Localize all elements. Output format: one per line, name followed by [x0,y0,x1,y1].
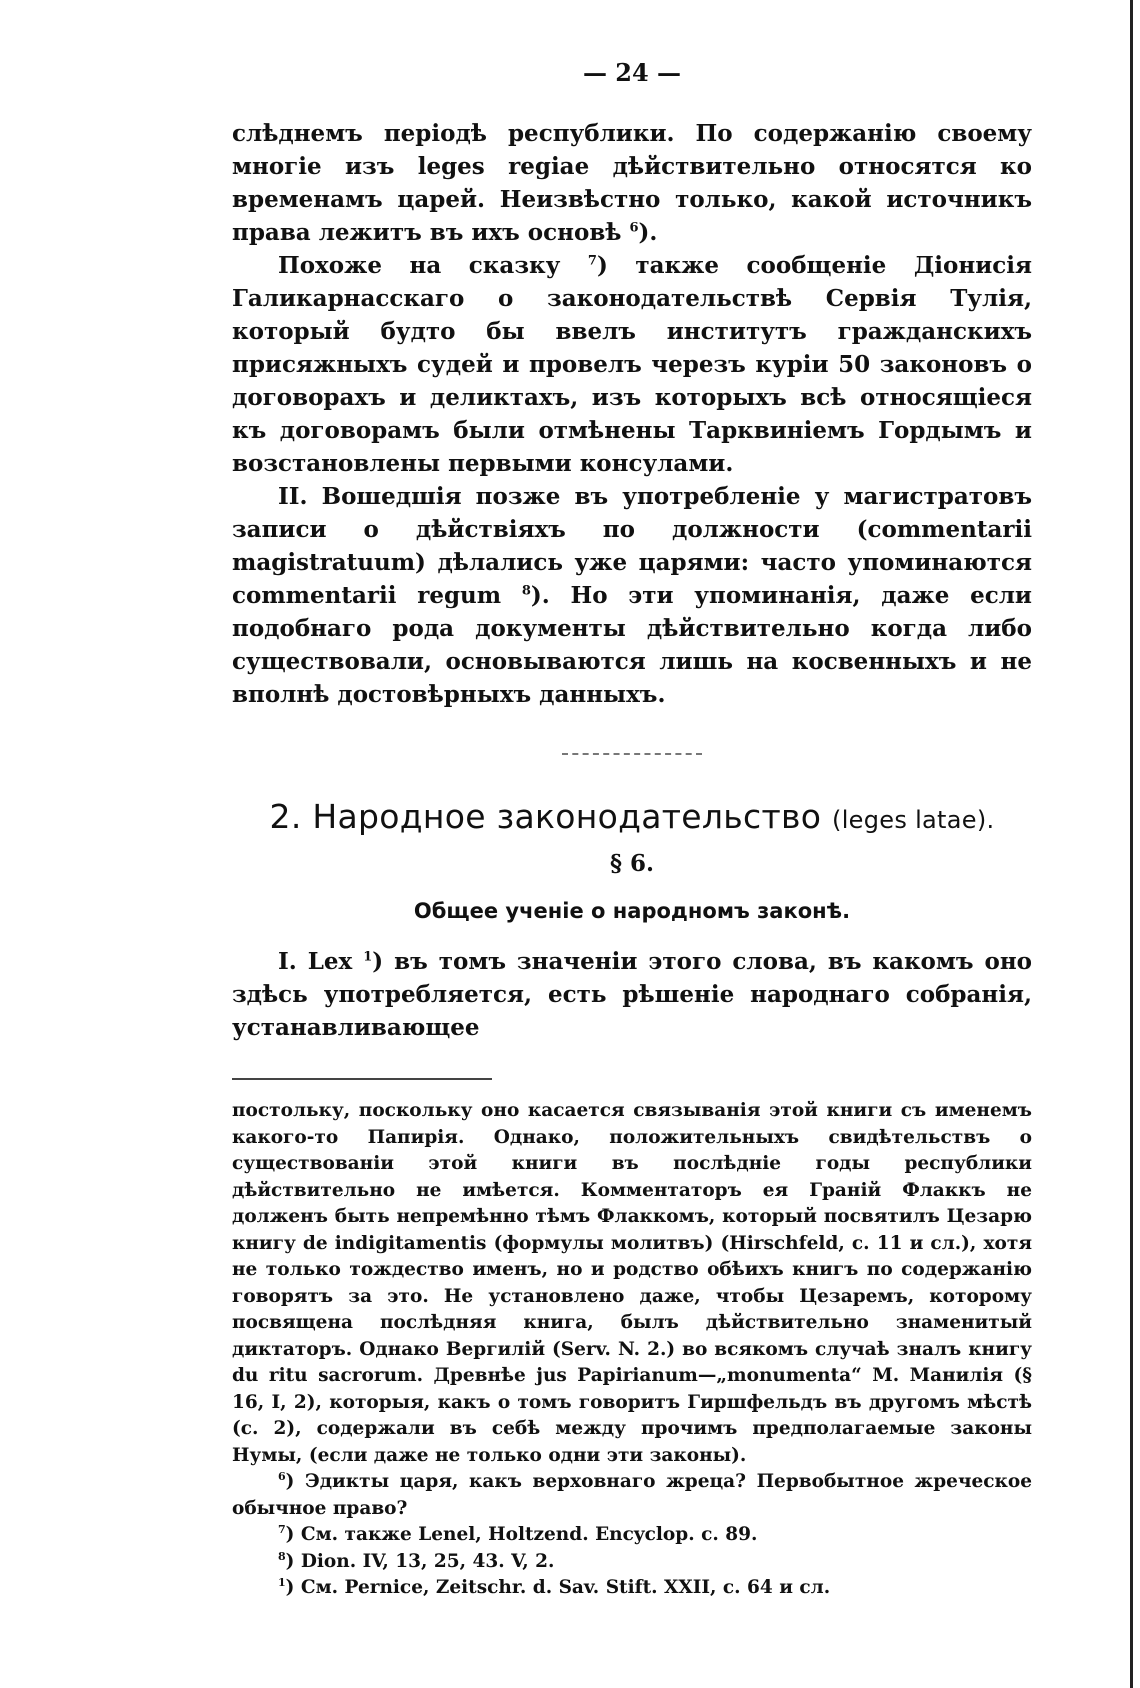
paragraph-text: II. Вошедшія позже въ употребленіе у магистратовъ записи о дѣйствіяхъ по должности (commentarii magistratuum) дѣлались уже царями: часто упоминаются commentarii regum [232,483,1032,609]
paragraph-text: ) въ томъ значеніи этого слова, въ какомъ оно здѣсь употребляется, есть рѣшеніе народнаго собранія, устанавливающее [232,948,1033,1041]
footnote-ref: 1 [363,949,373,965]
footnote-ref: 7 [587,253,597,269]
footnote-rule [232,1078,492,1082]
paragraph-text: ) также сообщеніе Діонисія Галикарнасскаго о законодательствѣ Сервія Тулія, который будто бы ввелъ институтъ гражданскихъ присяжныхъ судей и провелъ черезъ куріи 50 законовъ о договорахъ и деликтахъ, изъ которыхъ всѣ относящіеся къ договорамъ были отмѣнены Тарквиніемъ Гордымъ и возстановлены первыми консулами. [232,252,1032,477]
footnote-number: 7 [278,1522,286,1536]
section-title-text: 2. Народное законодательство [269,797,822,836]
section-subtitle: Общее ученіе о народномъ законѣ. [413,899,851,923]
section-title [232,797,1032,836]
footnote-item [232,1549,1032,1576]
paragraph-text: ). [638,219,658,246]
paragraph-commentarii [232,480,1032,711]
page-number: — 24 — [582,58,682,87]
footnote-text: ) Dion. IV, 13, 25, 43. V, 2. [285,1550,555,1572]
section-title-latin: (leges latae). [832,806,995,834]
footnote-item [232,1469,1032,1522]
footnotes [232,1098,1032,1602]
footnote-item [232,1575,1032,1602]
paragraph-lex [232,945,1032,1044]
footnote-continuation: постольку, поскольку оно касается связыванія этой книги съ именемъ какого-то Папирія. Однако, положительныхъ свидѣтельствъ о существованіи этой книги въ послѣдніе годы республики дѣйствительно не имѣется. Комментаторъ ея Граній Флаккъ не долженъ быть непремѣнно тѣмъ Флаккомъ, который посвятилъ Цезарю книгу de indigitamentis (формулы молитвъ) (Hirschfeld, с. 11 и сл.), хотя не только тождество именъ, но и родство обѣихъ книгъ по содержанію говорятъ за это. Не установлено даже, чтобы Цезаремъ, которому посвящена послѣдняя книга, былъ дѣйствительно знаменитый диктаторъ. Однако Вергилій (Serv. N. 2.) во всякомъ случаѣ зналъ книгу du ritu sacrorum. Древнѣе jus Papirianum—„monumenta“ M. Манилія (§ 16, I, 2), которыя, какъ о томъ говоритъ Гиршфельдъ въ другомъ мѣстѣ (с. 2), содержали въ себѣ между прочимъ предполагаемые законы Нумы, (если даже не только одни эти законы). [232,1100,1032,1466]
paragraph-text: I. Lex [278,948,353,975]
paragraph-text: Похоже на сказку [278,252,561,279]
page-edge-line [1130,0,1133,1688]
footnote-number: 6 [278,1469,286,1483]
footnote-number: 8 [278,1549,286,1563]
section-separator [562,753,702,757]
footnote-item [232,1522,1032,1549]
footnote-text: ) Эдикты царя, какъ верховнаго жреца? Первобытное жреческое обычное право? [232,1471,1032,1519]
document-page [232,58,1032,1602]
footnote-text: ) См. также Lenel, Holtzend. Encyclop. с. 89. [285,1524,758,1545]
footnote-ref: 6 [629,220,639,236]
footnote-ref: 8 [521,583,531,599]
footnote-number: 1 [278,1575,286,1589]
footnote-text: ) См. Pernice, Zeitschr. d. Sav. Stift. XXII, с. 64 и сл. [285,1577,831,1598]
paragraph-continuation [232,117,1032,249]
paragraph-text: ). Но эти упоминанія, даже если подобнаго рода документы дѣйствительно когда либо существовали, основываются лишь на косвенныхъ и не вполнѣ достовѣрныхъ данныхъ. [232,582,1032,708]
paragraph-text: слѣднемъ періодѣ республики. По содержанію своему многіе изъ leges regiae дѣйствительно относятся ко временамъ царей. Неизвѣстно только, какой источникъ права лежитъ въ ихъ основѣ [232,120,1032,246]
paragraph-dionysius [232,249,1032,480]
paragraph-number: § 6. [609,850,655,877]
